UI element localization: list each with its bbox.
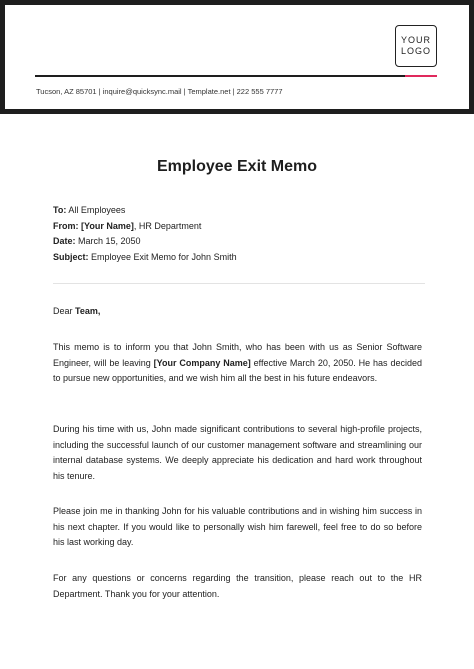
header-inner: [5, 5, 469, 109]
memo-title: Employee Exit Memo: [156, 158, 318, 175]
salutation-prefix: Dear: [53, 306, 76, 316]
paragraph-2: During his time with us, John made significant contributions to several high-profile projects, including the successful launch of our customer management software and streamlining our internal database systems. We deeply appreciate his dedication and hard work throughout his tenure.: [53, 424, 422, 481]
header-rule-accent: [405, 75, 437, 77]
to-value: All Employees: [66, 205, 126, 215]
paragraph-4: For any questions or concerns regarding the transition, please reach out to the HR Department. Thank you for your attention.: [53, 573, 422, 599]
salutation-name: Team,: [75, 306, 101, 316]
date-label: Date:: [53, 236, 76, 246]
paragraph-3: Please join me in thanking John for his valuable contributions and in wishing him success in his next chapter. If you would like to personally wish him farewell, feel free to do so before his last working day.: [53, 506, 422, 547]
from-label: From:: [53, 220, 79, 231]
memo-meta: [53, 203, 237, 265]
p1-text-b: effective March 20, 2050. He has decided to pursue new opportunities, and we wish him all the best in his future endeavors.: [53, 357, 422, 383]
from-name: [Your Name]: [78, 220, 134, 231]
to-label: To:: [53, 205, 67, 215]
meta-to: [53, 203, 237, 219]
subject-label: Subject:: [53, 251, 89, 262]
paragraph-1: [53, 340, 422, 387]
date-value: March 15, 2050: [75, 236, 141, 246]
p1-company: [Your Company Name]: [153, 357, 251, 368]
header-rule: [35, 75, 405, 77]
meta-date: [53, 234, 237, 250]
divider: [53, 283, 425, 284]
salutation: [53, 304, 422, 320]
meta-from: [53, 219, 237, 235]
contact-line: Tucson, AZ 85701 | inquire@quicksync.mail | Template.net | 222 555 7777: [36, 87, 283, 96]
subject-value: Employee Exit Memo for John Smith: [88, 251, 237, 262]
company-logo: [395, 25, 437, 67]
from-value: , HR Department: [133, 220, 202, 231]
logo-line1: YOUR: [400, 35, 431, 45]
p1-text-a: This memo is to inform you that John Smith, who has been with us as Senior Software Engineer, will be leaving: [53, 342, 422, 368]
header-frame: [0, 0, 474, 114]
meta-subject: [53, 250, 237, 266]
logo-line2: LOGO: [400, 46, 431, 56]
